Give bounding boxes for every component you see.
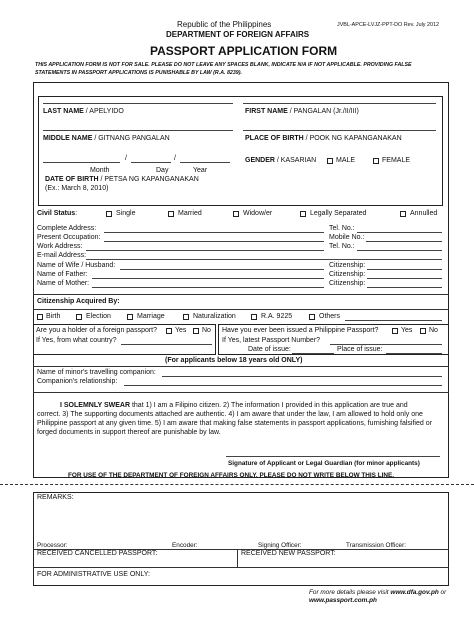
female-checkbox[interactable] [373,158,379,164]
dob-label: DATE OF BIRTH / PETSA NG KAPANGANAKAN [45,176,199,183]
acquired-ra9225-label: R.A. 9225 [261,313,293,320]
companion-relationship-label: Companion's relationship: [37,378,118,385]
acquired-birth-checkbox[interactable] [37,314,43,320]
mother-input[interactable] [92,287,324,288]
acquired-others-input[interactable] [345,320,442,321]
prev-passport-yes-checkbox[interactable] [392,328,398,334]
acquired-naturalization-label: Naturalization [193,313,236,320]
processor-label: Processor: [37,542,68,549]
transmission-officer-label: Transmission Officer: [346,542,407,549]
acquired-others-checkbox[interactable] [309,314,315,320]
father-input[interactable] [92,278,324,279]
tel2-label: Tel. No.: [329,243,355,250]
civil-single-checkbox[interactable] [106,211,112,217]
middle-name-input[interactable] [43,130,233,131]
civil-status-label: Civil Status: [37,210,78,217]
cut-line [0,484,474,485]
signature-label: Signature of Applicant or Legal Guardian (for minor applicants) [228,460,420,467]
acquired-naturalization-checkbox[interactable] [183,314,189,320]
divider [33,366,449,367]
male-checkbox[interactable] [327,158,333,164]
middle-name-label: MIDDLE NAME / GITNANG PANGALAN [43,135,170,142]
mother-label: Name of Mother: [37,280,90,287]
father-citizenship-input[interactable] [367,278,442,279]
date-issue-label: Date of issue: [248,346,291,353]
dob-month-input[interactable] [43,162,120,163]
mobile-label: Mobile No.: [329,234,365,241]
dfa-link[interactable]: www.dfa.gov.ph [390,589,439,596]
present-occupation-input[interactable] [104,241,324,242]
work-address-label: Work Address: [37,243,83,250]
complete-address-label: Complete Address: [37,225,97,232]
acquired-birth-label: Birth [46,313,61,320]
spouse-citizenship-input[interactable] [367,269,442,270]
place-issue-label: Place of issue: [337,346,383,353]
tel1-input[interactable] [357,232,442,233]
divider [237,549,238,567]
dfa-only-notice: FOR USE OF THE DEPARTMENT OF FOREIGN AFFAIRS ONLY. PLEASE DO NOT WRITE BELOW THIS LINE. [68,472,395,479]
month-label: Month [90,167,110,174]
companion-label: Name of minor's travelling companion: [37,369,156,376]
spouse-input[interactable] [120,269,324,270]
republic-header: Republic of the Philippines [177,20,272,29]
which-country-label: If Yes, from what country? [36,337,117,344]
foreign-passport-no-checkbox[interactable] [193,328,199,334]
notice-line-1: THIS APPLICATION FORM IS NOT FOR SALE. PLEASE DO NOT LEAVE ANY SPACES BLANK, INDICATE N/A IF NOT APPLICABLE. PROVIDING FALSE [35,62,412,68]
foreign-passport-no-label: No [202,327,211,334]
civil-separated-label: Legally Separated [310,210,367,217]
oath-line-2: correct. 3) The supporting documents attached are authentic. 4) I am aware that under the law, I am allowed to hold only one [37,411,423,418]
tel1-label: Tel. No.: [329,225,355,232]
mobile-input[interactable] [366,241,442,242]
remarks-label: REMARKS: [37,494,74,501]
acquired-marriage-checkbox[interactable] [127,314,133,320]
acquired-election-checkbox[interactable] [76,314,82,320]
father-citizenship-label: Citizenship: [329,271,366,278]
foreign-passport-yes-checkbox[interactable] [166,328,172,334]
first-name-input[interactable] [243,103,436,104]
divider [33,567,449,568]
year-label: Year [193,167,208,174]
encoder-label: Encoder: [172,542,198,549]
place-issue-input[interactable] [386,353,442,354]
spouse-label: Name of Wife / Husband: [37,262,116,269]
divider [33,294,449,295]
email-input[interactable] [86,259,442,260]
prev-passport-no-checkbox[interactable] [420,328,426,334]
latest-passport-input[interactable] [330,344,442,345]
last-name-label: LAST NAME / APELYIDO [43,108,124,115]
divider [33,309,449,310]
prev-passport-question: Have you ever been issued a Philippine Passport? [222,327,379,334]
which-country-input[interactable] [121,344,212,345]
civil-single-label: Single [116,210,136,217]
place-of-birth-label: PLACE OF BIRTH / POOK NG KAPANGANAKAN [245,135,402,142]
acquired-ra9225-checkbox[interactable] [251,314,257,320]
civil-widow-label: Widow/er [243,210,273,217]
male-label: MALE [336,157,356,164]
prev-passport-no-label: No [429,327,438,334]
dob-slash-2: / [174,155,176,162]
spouse-citizenship-label: Citizenship: [329,262,366,269]
last-name-input[interactable] [43,103,233,104]
dob-example: (Ex.: March 8, 2010) [45,185,109,192]
oath-line-4: forged documents in support thereof are punishable by law. [37,429,221,436]
female-label: FEMALE [382,157,411,164]
tel2-input[interactable] [357,250,442,251]
admin-only-label: FOR ADMINISTRATIVE USE ONLY: [37,571,150,578]
email-label: E-mail Address: [37,252,87,259]
form-code: JVBL-APCE-LVJZ-PPT-DO Rev. July 2012 [337,22,439,28]
complete-address-input[interactable] [104,232,324,233]
companion-relationship-input[interactable] [124,385,442,386]
day-label: Day [156,167,169,174]
received-new-label: RECEIVED NEW PASSPORT: [241,550,336,557]
foreign-passport-yes-label: Yes [175,327,187,334]
place-of-birth-input[interactable] [243,130,436,131]
citizenship-acquired-label: Citizenship Acquired By: [37,298,120,305]
civil-widow-checkbox[interactable] [233,211,239,217]
first-name-label: FIRST NAME / PANGALAN (Jr./II/III) [245,108,359,115]
received-cancelled-label: RECEIVED CANCELLED PASSPORT: [37,550,158,557]
companion-input[interactable] [162,376,442,377]
gender-label: GENDER / KASARIAN [245,157,317,164]
acquired-marriage-label: Marriage [137,313,165,320]
dob-year-input[interactable] [180,162,230,163]
dob-slash-1: / [125,155,127,162]
civil-separated-checkbox[interactable] [300,211,306,217]
oath-line-1: I SOLEMNLY SWEAR that 1) I am a Filipino citizen. 2) The information I provided in this application are true and [60,402,408,409]
date-issue-input[interactable] [292,353,334,354]
notice-line-2: STATEMENTS IN PASSPORT APPLICATIONS IS PUNISHABLE BY LAW (R.A. 8239). [35,70,242,76]
civil-married-label: Married [178,210,202,217]
prev-passport-yes-label: Yes [401,327,413,334]
department-header: DEPARTMENT OF FOREIGN AFFAIRS [166,30,310,39]
civil-annulled-checkbox[interactable] [400,211,406,217]
divider [33,392,449,393]
mother-citizenship-label: Citizenship: [329,280,366,287]
acquired-others-label: Others [319,313,341,320]
signing-officer-label: Signing Officer: [258,542,302,549]
signature-line[interactable] [226,456,440,457]
foreign-passport-question: Are you a holder of a foreign passport? [36,327,158,334]
present-occupation-label: Present Occupation: [37,234,101,241]
father-label: Name of Father: [37,271,88,278]
oath-line-3: Philippine passport at any given time. 5) I am aware that making false statements in passport applications, furnishing falsified or [37,420,432,427]
mother-citizenship-input[interactable] [367,287,442,288]
minors-heading: (For applicants below 18 years old ONLY) [165,357,303,364]
acquired-election-label: Election [86,313,111,320]
passport-link[interactable]: www.passport.com.ph [309,597,377,604]
dob-day-input[interactable] [131,162,171,163]
form-title: PASSPORT APPLICATION FORM [150,44,338,58]
work-address-input[interactable] [86,250,324,251]
civil-annulled-label: Annulled [410,210,438,217]
latest-passport-label: If Yes, latest Passport Number? [222,337,321,344]
footer-details: For more details please visit www.dfa.gov.ph or [309,589,447,596]
civil-married-checkbox[interactable] [168,211,174,217]
